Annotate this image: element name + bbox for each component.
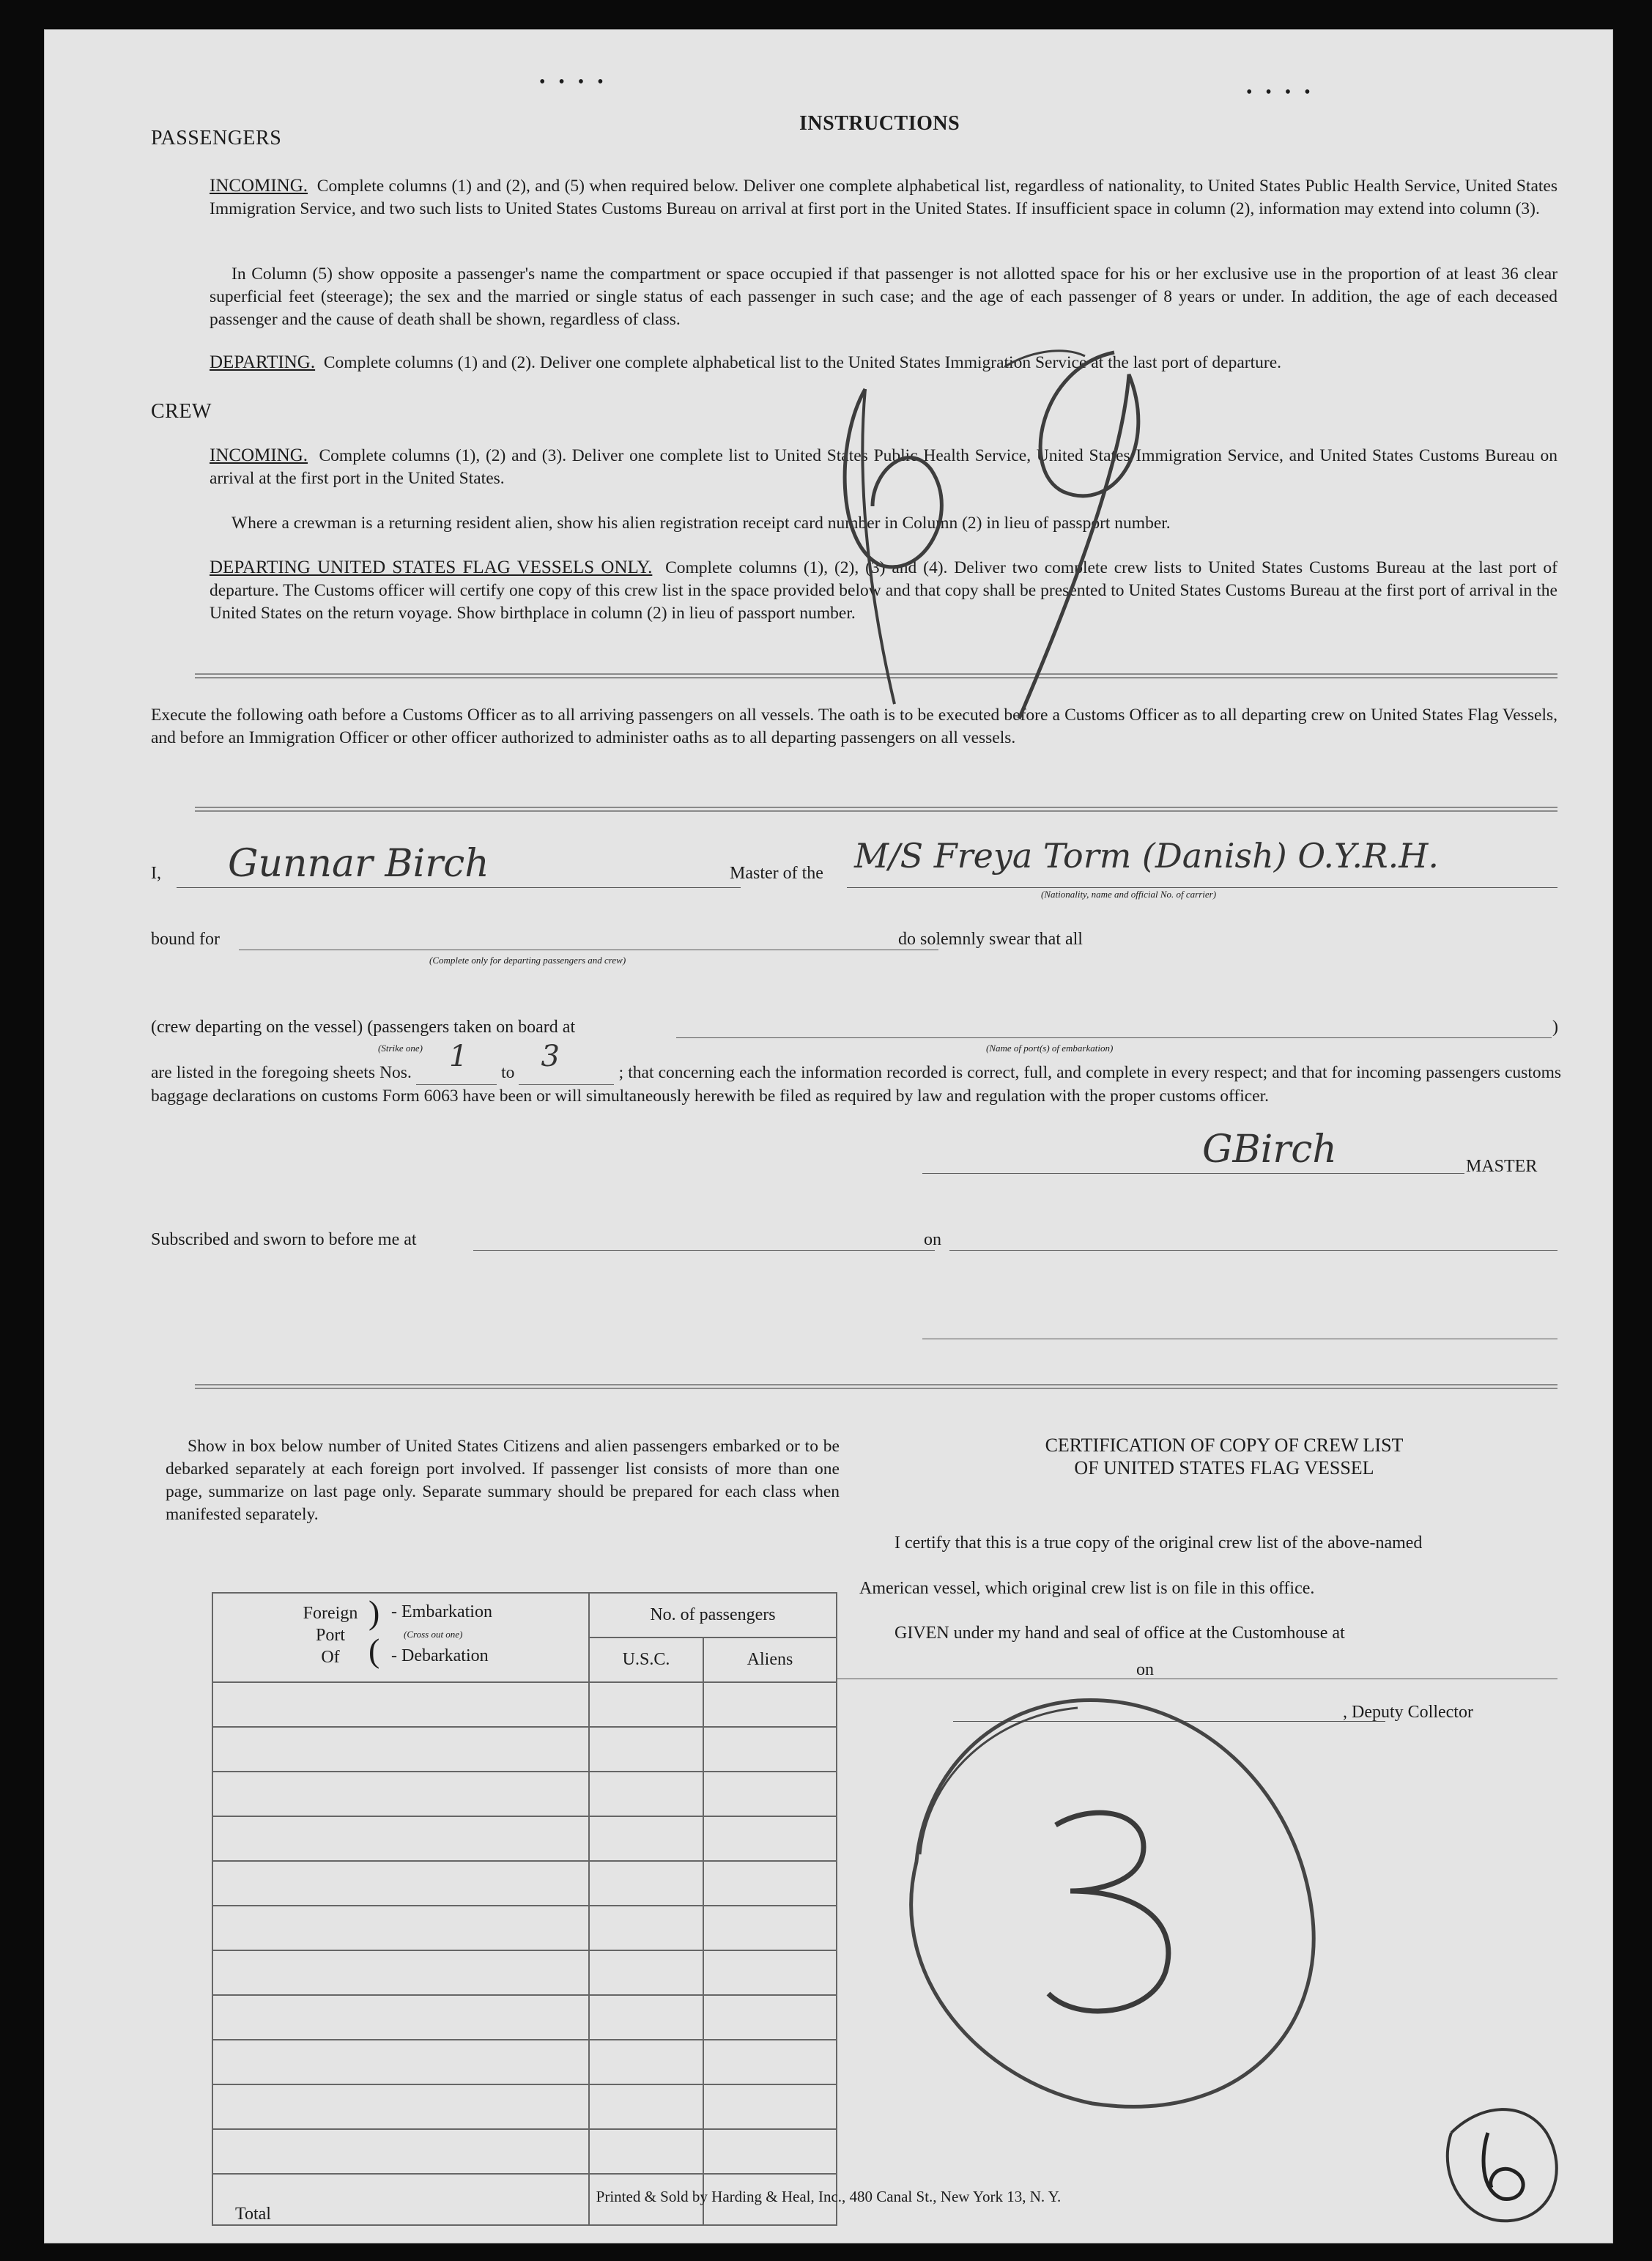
certify-text: I certify that this is a true copy of the original crew list of the above-named xyxy=(894,1533,1423,1553)
oath-i-label: I, xyxy=(151,864,161,883)
certification-title-line1: CERTIFICATION OF COPY OF CREW LIST xyxy=(1045,1435,1404,1456)
sheet-from-field[interactable] xyxy=(416,1040,497,1085)
aliens-cell[interactable] xyxy=(703,2129,837,2174)
passengers-incoming-text: Complete columns (1) and (2), and (5) when required below. Deliver one complete alphabetical list, regardless of nationality, to United States Public Health Service, United States Immigration Service, and two such lists to United States Customs Bureau on arrival at first port in the United States. If insufficient space in column (2), information may extend into column (3). xyxy=(210,177,1558,218)
crew-departing-text: (crew departing on the vessel) (passengers taken on board at xyxy=(151,1018,576,1037)
col-port: Port xyxy=(315,1626,345,1645)
sheet-to-field[interactable] xyxy=(519,1040,614,1085)
summary-instructions: Show in box below number of United States Citizens and alien passengers embarked or to be debarked separately at each foreign port involved. If passenger list consists of more than one page, summarize on last page only. Separate summary should be prepared for each class when manifested separately. xyxy=(166,1437,840,1524)
crew-incoming-label: INCOMING. xyxy=(210,445,308,465)
page-title: INSTRUCTIONS xyxy=(799,112,960,135)
aliens-cell[interactable] xyxy=(703,1995,837,2040)
cert-on-label: on xyxy=(1136,1660,1154,1679)
aliens-header: Aliens xyxy=(703,1638,837,1682)
sheet-from: 1 xyxy=(448,1040,468,1073)
to-label: to xyxy=(501,1063,515,1082)
crew-departing-label: DEPARTING UNITED STATES FLAG VESSELS ONLY. xyxy=(210,558,653,577)
table-row xyxy=(212,2040,837,2084)
subscribed-date-line[interactable] xyxy=(949,1250,1557,1251)
listed-suffix: ; that concerning each the information recorded is correct, full, and complete in every respect; and that for incoming passengers customs baggage declarations on customs Form 6063 have been or will simultaneously herewith be filed as required by law and regulation with the proper customs officer. xyxy=(151,1063,1562,1106)
aliens-cell[interactable] xyxy=(703,1816,837,1861)
no-passengers-header: No. of passengers xyxy=(589,1593,837,1638)
master-label: MASTER xyxy=(1466,1157,1538,1176)
signature-line[interactable] xyxy=(922,1173,1464,1174)
aliens-cell[interactable] xyxy=(703,1861,837,1906)
usc-cell[interactable] xyxy=(589,1995,703,2040)
double-divider xyxy=(195,807,1557,812)
port-cell[interactable] xyxy=(212,1772,589,1816)
vessel-name: M/S Freya Torm (Danish) O.Y.R.H. xyxy=(854,836,1440,876)
passengers-incoming-label: INCOMING. xyxy=(210,176,308,196)
vessel-line[interactable] xyxy=(847,887,1557,888)
aliens-cell[interactable] xyxy=(703,2040,837,2084)
usc-header: U.S.C. xyxy=(589,1638,703,1682)
close-paren: ) xyxy=(1552,1018,1558,1037)
oath-intro: Execute the following oath before a Customs Officer as to all arriving passengers on all vessels. The oath is to be executed before a Customs Officer as to all departing crew on United States Flag Vessels, and before an Immigration Officer or other officer authorized to administer oaths as to all departing passengers on all vessels. xyxy=(151,706,1557,747)
master-name: Gunnar Birch xyxy=(228,842,489,886)
col-embarkation: - Embarkation xyxy=(391,1602,492,1621)
passengers-heading: PASSENGERS xyxy=(151,127,282,149)
master-of-label: Master of the xyxy=(730,864,823,883)
table-row xyxy=(212,1727,837,1772)
col-of: Of xyxy=(321,1648,340,1667)
usc-cell[interactable] xyxy=(589,2084,703,2129)
passenger-summary-table xyxy=(212,1592,837,2226)
aliens-cell[interactable] xyxy=(703,1906,837,1950)
aliens-cell[interactable] xyxy=(703,2084,837,2129)
deputy-label: , Deputy Collector xyxy=(1343,1703,1473,1722)
aliens-cell[interactable] xyxy=(703,1772,837,1816)
vessel-hint: (Nationality, name and official No. of carrier) xyxy=(1041,889,1217,900)
port-hint: (Name of port(s) of embarkation) xyxy=(986,1043,1114,1054)
usc-cell[interactable] xyxy=(589,1772,703,1816)
port-cell[interactable] xyxy=(212,1950,589,1995)
col-debarkation: - Debarkation xyxy=(391,1646,489,1665)
printer-credit: Printed & Sold by Harding & Heal, Inc., 480 Canal St., New York 13, N. Y. xyxy=(596,2188,1062,2205)
table-row xyxy=(212,1861,837,1906)
crew-incoming-text: Complete columns (1), (2) and (3). Deliver one complete list to United States Public Health Service, United States Immigration Service, and United States Customs Bureau on arrival at the first port in the United States. xyxy=(210,446,1557,488)
brace-top: ) xyxy=(368,1594,380,1631)
american-text: American vessel, which original crew list is on file in this office. xyxy=(859,1579,1315,1598)
usc-cell[interactable] xyxy=(589,2040,703,2084)
crew-departing-text: Complete columns (1), (2), (3) and (4). Deliver two complete crew lists to United States Customs Bureau at the last port of departure. The Customs officer will certify one copy of this crew list in the space provided below and that copy shall be presented to United States Customs Bureau at the first port of arrival in the United States on the return voyage. Show birthplace in column (2) in lieu of passport number. xyxy=(210,558,1557,623)
port-cell[interactable] xyxy=(212,1995,589,2040)
aliens-cell[interactable] xyxy=(703,1950,837,1995)
usc-cell[interactable] xyxy=(589,1727,703,1772)
passengers-departing-text: Complete columns (1) and (2). Deliver one complete alphabetical list to the United States Immigration Service at the last port of departure. xyxy=(323,353,1281,372)
table-row xyxy=(212,2084,837,2129)
aliens-cell[interactable] xyxy=(703,1682,837,1727)
embarkation-port-line[interactable] xyxy=(676,1037,1552,1038)
usc-cell[interactable] xyxy=(589,1682,703,1727)
port-cell[interactable] xyxy=(212,2040,589,2084)
handwritten-69 xyxy=(821,323,1334,733)
usc-cell[interactable] xyxy=(589,1950,703,1995)
corner-marks-right: • • • • xyxy=(1246,83,1315,102)
passengers-incoming xyxy=(210,174,1557,221)
table-row xyxy=(212,1816,837,1861)
port-cell[interactable] xyxy=(212,1861,589,1906)
crew-alien: Where a crewman is a returning resident alien, show his alien registration receipt card number in Column (2) in lieu of passport number. xyxy=(231,514,1171,533)
usc-cell[interactable] xyxy=(589,1816,703,1861)
port-cell[interactable] xyxy=(212,1816,589,1861)
crew-heading: CREW xyxy=(151,400,212,423)
form-sheet xyxy=(44,29,1613,2243)
port-cell[interactable] xyxy=(212,2084,589,2129)
table-row xyxy=(212,1906,837,1950)
brace-bottom: ( xyxy=(368,1632,380,1669)
usc-cell[interactable] xyxy=(589,1861,703,1906)
certification-title xyxy=(858,1434,1590,1479)
sheet-to: 3 xyxy=(541,1040,560,1073)
given-text: GIVEN under my hand and seal of office at the Customhouse at xyxy=(894,1624,1345,1643)
passengers-column5: In Column (5) show opposite a passenger's name the compartment or space occupied if that passenger is not allotted space for his or her exclusive use in the proportion of at least 36 clear superficial feet (steerage); the sex and the married or single status of each passenger in such case; and the age of each passenger of 8 years or under. In addition, the age of each deceased passenger and the cause of death shall be shown, regardless of class. xyxy=(210,264,1557,329)
port-cell[interactable] xyxy=(212,1682,589,1727)
strike-hint: (Strike one) xyxy=(378,1043,423,1054)
subscribed-label: Subscribed and sworn to before me at xyxy=(151,1230,417,1249)
corner-marks-left: • • • • xyxy=(539,73,608,92)
listed-prefix: are listed in the foregoing sheets Nos. xyxy=(151,1063,412,1082)
corner-circled-6 xyxy=(1422,2089,1583,2235)
port-cell[interactable] xyxy=(212,1906,589,1950)
subscribed-on-label: on xyxy=(924,1230,941,1249)
table-row xyxy=(212,1995,837,2040)
total-label: Total xyxy=(212,2174,589,2225)
certification-title-line2: OF UNITED STATES FLAG VESSEL xyxy=(1074,1457,1374,1479)
master-name-line[interactable] xyxy=(177,887,741,888)
foreign-port-header xyxy=(212,1593,589,1682)
port-cell[interactable] xyxy=(212,1727,589,1772)
bound-for-hint: (Complete only for departing passengers and crew) xyxy=(429,955,626,966)
passengers-departing-label: DEPARTING. xyxy=(210,352,316,372)
col-cross: (Cross out one) xyxy=(404,1629,463,1640)
circled-3-annotation xyxy=(858,1671,1385,2125)
table-row xyxy=(212,1772,837,1816)
usc-cell[interactable] xyxy=(589,2129,703,2174)
usc-cell[interactable] xyxy=(589,1906,703,1950)
col-foreign: Foreign xyxy=(303,1604,358,1623)
double-divider xyxy=(195,1384,1557,1389)
bound-for-label: bound for xyxy=(151,930,220,949)
aliens-cell[interactable] xyxy=(703,1727,837,1772)
table-row xyxy=(212,1950,837,1995)
table-row xyxy=(212,2129,837,2174)
master-signature: GBirch xyxy=(1202,1128,1337,1172)
port-cell[interactable] xyxy=(212,2129,589,2174)
subscribed-place-line[interactable] xyxy=(473,1250,935,1251)
table-row xyxy=(212,1682,837,1727)
swear-text: do solemnly swear that all xyxy=(898,930,1083,949)
